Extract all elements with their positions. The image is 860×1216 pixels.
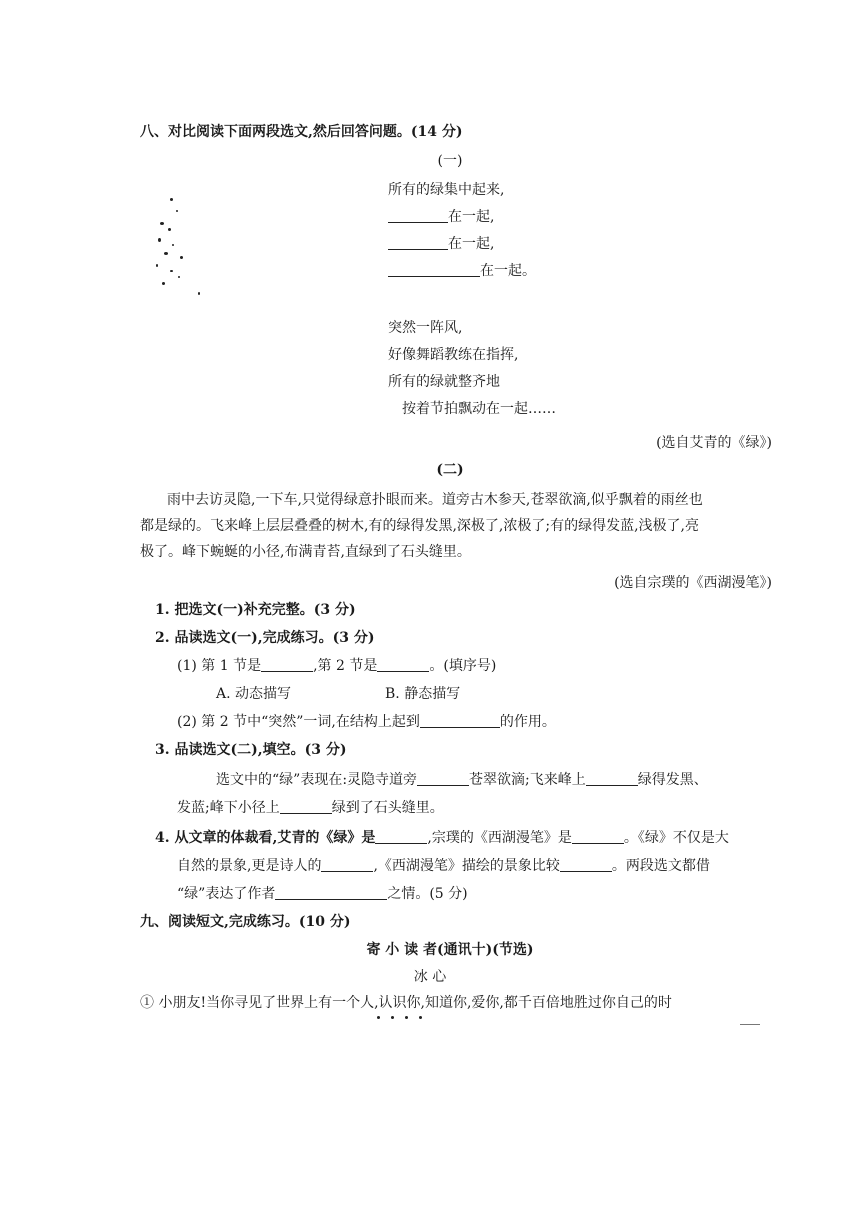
poem-line-8: 按着节拍飘动在一起…… bbox=[402, 401, 556, 417]
poem-line-5: 突然一阵风, bbox=[388, 320, 463, 336]
article-title: 寄 小 读 者(通讯十)(节选) bbox=[366, 942, 534, 958]
question-2-2: (2) 第 2 节中“突然”一词,在结构上起到 的作用。 bbox=[177, 714, 556, 730]
answer-blank[interactable] bbox=[560, 857, 612, 872]
prose-line-3: 极了。峰下蜿蜒的小径,布满青苔,直绿到了石头缝里。 bbox=[140, 544, 471, 560]
source-2: (选自宗璞的《西湖漫笔》) bbox=[614, 575, 772, 591]
question-3-line-2: 发蓝;峰下小径上 绿到了石头缝里。 bbox=[177, 800, 444, 816]
answer-blank[interactable] bbox=[275, 885, 387, 900]
question-3-line-1: 选文中的“绿”表现在:灵隐寺道旁 苍翠欲滴;飞来峰上 绿得发黑、 bbox=[216, 772, 708, 788]
poem-line-4: 在一起。 bbox=[388, 261, 536, 281]
question-4-line-3: “绿”表达了作者 之情。(5 分) bbox=[177, 886, 468, 902]
page-edge-line bbox=[740, 1024, 760, 1025]
answer-blank[interactable] bbox=[388, 208, 448, 223]
passage-2-title: (二) bbox=[436, 462, 464, 478]
poem-line-2: 在一起, bbox=[388, 207, 494, 227]
poem-line-7: 所有的绿就整齐地 bbox=[388, 374, 500, 390]
poem-line-6: 好像舞蹈教练在指挥, bbox=[388, 347, 519, 363]
passage-1-title: (一) bbox=[437, 153, 463, 169]
option-b: B. 静态描写 bbox=[385, 686, 461, 702]
answer-blank[interactable] bbox=[321, 857, 373, 872]
section-8-heading: 八、对比阅读下面两段选文,然后回答问题。(14 分) bbox=[140, 124, 463, 140]
answer-blank[interactable] bbox=[377, 657, 429, 672]
answer-blank[interactable] bbox=[388, 262, 480, 277]
question-4-line-2: 自然的景象,更是诗人的 ,《西湖漫笔》描绘的景象比较 。两段选文都借 bbox=[177, 858, 710, 874]
question-2: 2. 品读选文(一),完成练习。(3 分) bbox=[155, 630, 375, 646]
answer-blank[interactable] bbox=[261, 657, 313, 672]
answer-blank[interactable] bbox=[375, 829, 427, 844]
answer-blank[interactable] bbox=[572, 829, 624, 844]
answer-blank[interactable] bbox=[388, 235, 448, 250]
option-a: A. 动态描写 bbox=[216, 686, 292, 702]
article-paragraph-1: ① 小朋友!当你寻见了世界上有一个人,认识你,知道你,爱你,都千百倍地胜过你自己的时 bbox=[140, 995, 672, 1011]
question-3: 3. 品读选文(二),填空。(3 分) bbox=[155, 742, 347, 758]
section-9-heading: 九、阅读短文,完成练习。(10 分) bbox=[140, 914, 351, 930]
question-1: 1. 把选文(一)补充完整。(3 分) bbox=[155, 602, 356, 618]
answer-blank[interactable] bbox=[280, 799, 332, 814]
question-2-1: (1) 第 1 节是 ,第 2 节是 。(填序号) bbox=[177, 658, 497, 674]
answer-blank[interactable] bbox=[586, 771, 638, 786]
source-1: (选自艾青的《绿》) bbox=[656, 435, 772, 451]
poem-line-3: 在一起, bbox=[388, 234, 494, 254]
prose-line-1: 雨中去访灵隐,一下车,只觉得绿意扑眼而来。道旁古木参天,苍翠欲滴,似乎飘着的雨丝也 bbox=[167, 492, 703, 508]
poem-line-1: 所有的绿集中起来, bbox=[388, 182, 505, 198]
answer-blank[interactable] bbox=[417, 771, 469, 786]
prose-line-2: 都是绿的。飞来峰上层层叠叠的树木,有的绿得发黑,深极了,浓极了;有的绿得发蓝,浅极了,亮 bbox=[140, 518, 699, 534]
article-author: 冰 心 bbox=[413, 969, 447, 985]
answer-blank[interactable] bbox=[420, 713, 500, 728]
question-4-line-1: 4. 从文章的体裁看,艾青的《绿》是 ,宗璞的《西湖漫笔》是 。《绿》不仅是大 bbox=[155, 830, 729, 846]
